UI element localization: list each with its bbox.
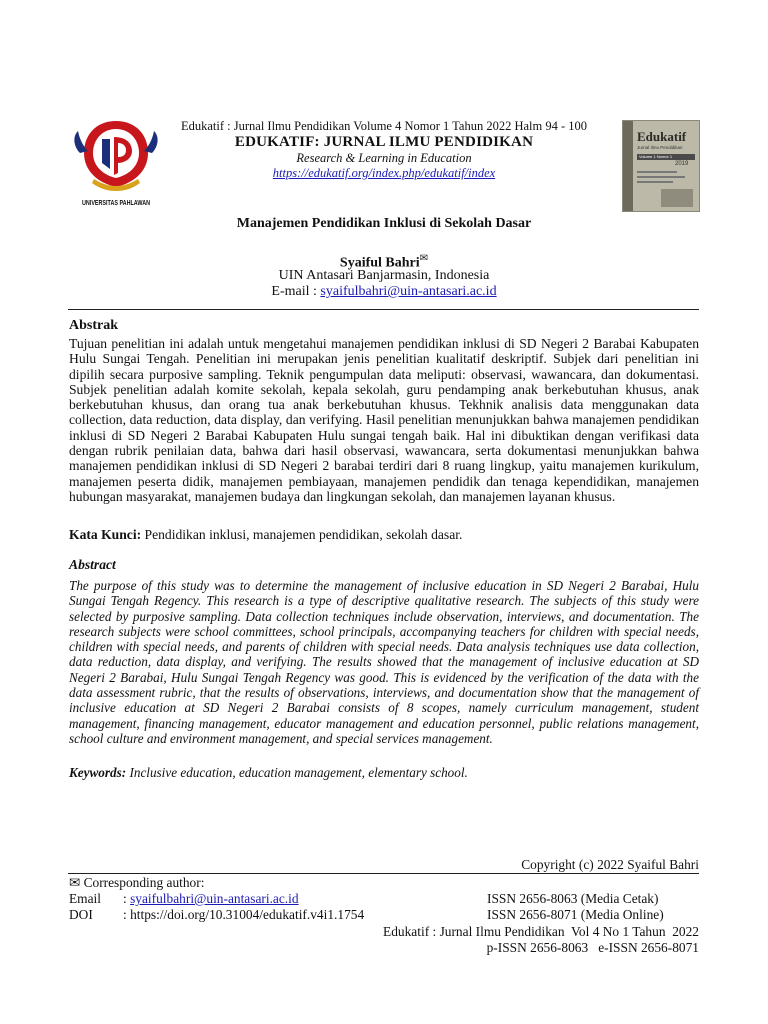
issn-online: ISSN 2656-8071 (Media Online): [487, 907, 664, 922]
footnote-doi-key: DOI: [69, 907, 93, 922]
copyright: Copyright (c) 2022 Syaiful Bahri: [521, 857, 699, 872]
abstract-body: The purpose of this study was to determine the management of inclusive education in SD Negeri 2 Barabai, Hulu Sungai Tengah Regency. This research is a type of descriptive qualitative research. The subjects of this study were selected by purposive sampling. Data collection techniques include observation, interviews, and documentation. The research subjects were school committees, school principals, accompanying teachers for children with special needs, children with special needs, and parents of children with special needs. Data analysis techniques use data collection, data reduction, data display, and verifying. The results showed that the management of inclusive education at SD Negeri 2 Barabai, Hulu Sungai Tengah Regency was good. This is evidenced by the verification of the data with the data assessment rubric, that the results of observations, interviews, and documentation show that the management of inclusive education at SD Negeri 2 Barabai consists of 8 scopes, namely curriculum management, student management, financing management, educator management and education personnel, public relations management, school culture and environment management, and special services management.: [69, 578, 699, 746]
abstract-heading: Abstract: [69, 557, 116, 572]
corresponding-author-label: ✉ Corresponding author:: [69, 875, 205, 890]
divider: [68, 309, 699, 310]
page-footer-issn: p-ISSN 2656-8063 e-ISSN 2656-8071: [486, 940, 699, 955]
keywords-label: Keywords:: [69, 765, 127, 780]
article-title: Manajemen Pendidikan Inklusi di Sekolah Dasar: [236, 216, 532, 231]
footnote-email-row: Email : syaifulbahri@uin-antasari.ac.id: [69, 891, 299, 906]
keywords-text: Inclusive education, education management, elementary school.: [126, 765, 468, 780]
journal-cover-thumbnail: [622, 120, 700, 212]
page-footer-journal: Edukatif : Jurnal Ilmu Pendidikan Vol 4 No 1 Tahun 2022: [383, 924, 699, 939]
running-head: Edukatif : Jurnal Ilmu Pendidikan Volume 4 Nomor 1 Tahun 2022 Halm 94 - 100: [180, 119, 588, 133]
kata-kunci: [69, 527, 699, 543]
journal-title: EDUKATIF: JURNAL ILMU PENDIDIKAN: [234, 134, 534, 150]
author-email-link[interactable]: syaifulbahri@uin-antasari.ac.id: [320, 284, 497, 299]
cover-issue: Volume 1 Nomor 1: [639, 154, 673, 159]
issn-print: ISSN 2656-8063 (Media Cetak): [487, 891, 659, 906]
author-name-text: Syaiful Bahri: [339, 255, 420, 271]
journal-url-link[interactable]: https://edukatif.org/index.php/edukatif/index: [272, 166, 496, 180]
mail-icon: ✉: [419, 253, 429, 264]
author-email-line: [0, 284, 768, 300]
abstrak-heading: Abstrak: [69, 318, 119, 333]
kata-kunci-text: Pendidikan inklusi, manajemen pendidikan, sekolah dasar.: [141, 527, 463, 542]
kata-kunci-label: Kata Kunci:: [69, 527, 142, 542]
footnote-email-key: Email: [69, 891, 101, 906]
logo-emblem-icon: [74, 121, 157, 191]
footnote-doi-value[interactable]: https://doi.org/10.31004/edukatif.v4i1.1754: [130, 907, 365, 922]
footnote-divider: [68, 873, 699, 874]
university-logo: [66, 113, 166, 213]
cover-year: 2019: [675, 161, 689, 167]
footnote-doi-row: DOI : https://doi.org/10.31004/edukatif.v4i1.1754: [69, 907, 365, 922]
logo-text: UNIVERSITAS PAHLAWAN: [82, 198, 150, 207]
email-label: E-mail :: [271, 284, 321, 299]
abstrak-body: Tujuan penelitian ini adalah untuk mengetahui manajemen pendidikan inklusi di SD Negeri 2 Barabai Kabupaten Hulu Sungai Tengah. Penelitian ini merupakan jenis penelitian kualitatif deskriptif. Subjek dari penelitian ini dipilih secara purposive sampling. Teknik pengumpulan data meliputi: observasi, wawancara, dan dokumentasi. Subjek penelitian adalah komite sekolah, kepala sekolah, guru pendamping anak berkebutuhan khusus, anak berkebutuhan khusus, dan orang tua anak berkebutuhan khusus. Tekhnik analisis data menggunakan data collection, data reduction, data display, dan verifying. Hasil penelitian menunjukkan bahwa manajemen pendidikan inklusi di SD Negeri 2 Barabai Kabupaten Hulu sungai tengah baik. Hal ini dibuktikan dengan verifikasi data dengan rubrik penilaian data, bahwa dari hasil observasi, wawancara, serta dokumentasi menunjukkan bahwa manajemen pendidikan inklusi di SD Negeri 2 barabai terdiri dari 8 ruang lingkup, yaitu manajemen kurikulum, manajemen peserta didik, manajemen pembiayaan, manajemen pendidik dan tenaga kependidikan, manajemen hubungan masyarakat, manajemen budaya dan lingkungan sekolah, dan manajemen layanan khusus.: [69, 336, 699, 504]
keywords: [69, 765, 699, 781]
journal-subtitle: Research & Learning in Education: [296, 151, 472, 165]
footnote-email-link[interactable]: syaifulbahri@uin-antasari.ac.id: [130, 891, 299, 906]
cover-title: Edukatif: [637, 129, 687, 144]
cover-subtitle: Jurnal Ilmu Pendidikan: [637, 145, 683, 150]
affiliation: UIN Antasari Banjarmasin, Indonesia: [278, 268, 490, 283]
